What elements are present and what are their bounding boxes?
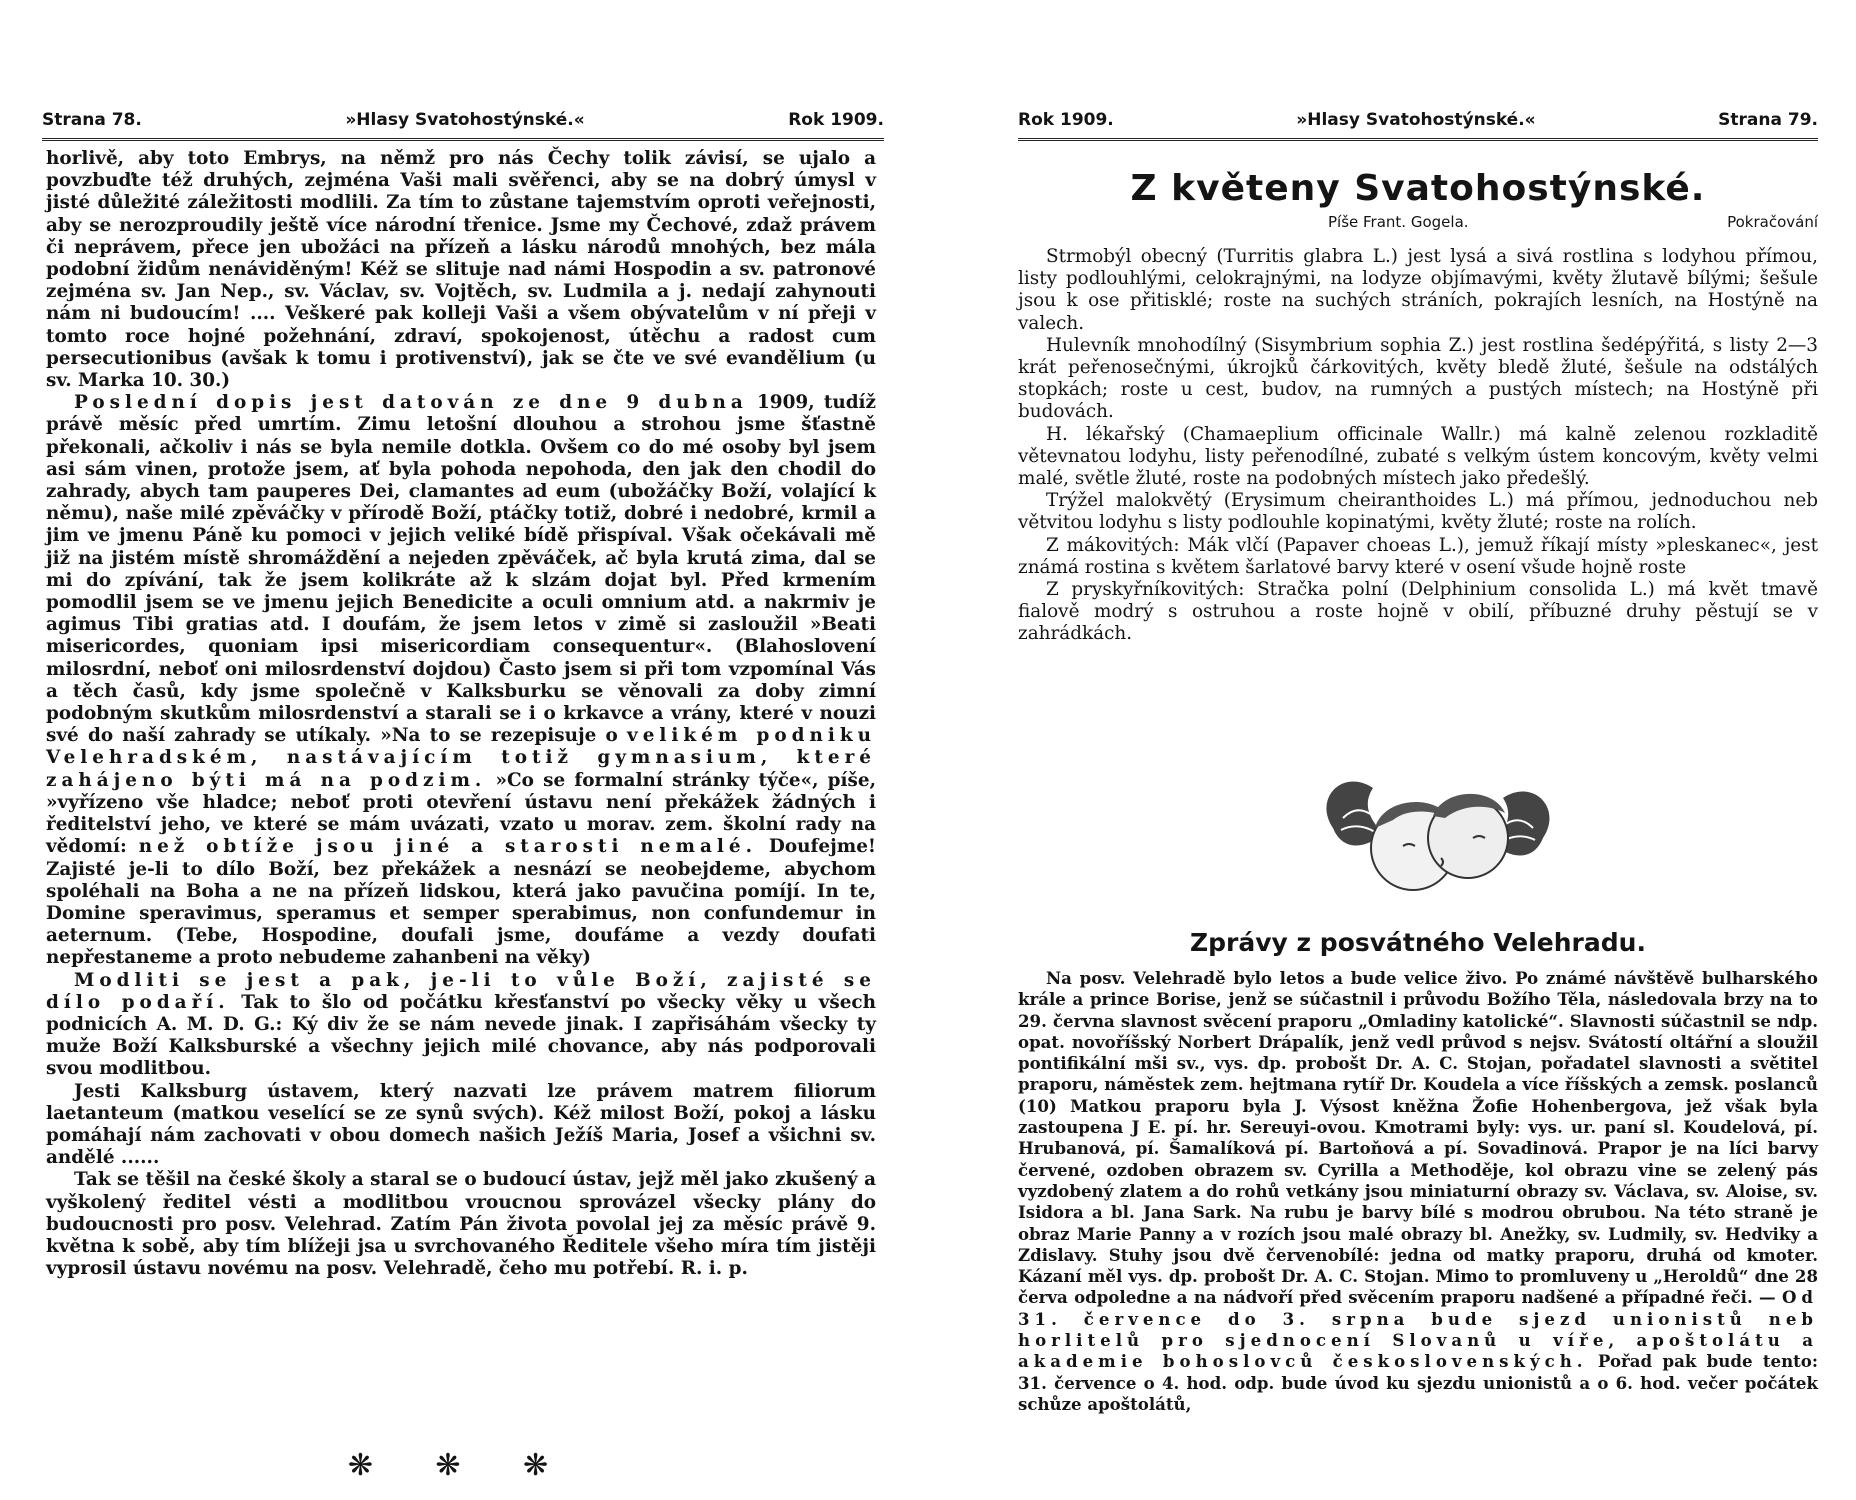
text-run: bylo letos a bude velice živo. Po známé návštěvě bulharského krále a prince Borise, jenž se súčastnil i průvodu Božího Těla, následovala brzy na to 29. června slavnost svěcení praporu „Omladiny katolické“. Slavnosti súčastnil se ndp. opat. novoříšský Norbert Drápalík, jenž vedl průvod s nejsv. Svátostí oltářní a sloužil pontifikální mši sv., vys. dp. probošt Dr. A. C. Stojan, pořadatel slavnosti a světitel praporu, náměstek zem. hejtmana rytíř Dr. Koudela a více říšských a zemsk. poslanců (10) Matkou praporu byla J. Výsost kněžna Žofie Hohenbergova, jež však byla zastoupena J E. pí. hr. Sereuyi-ovou. Kmotrami byly: vys. ur. paní sl. Koudelová, pí. Hrubanová, pí. Šamalíková pí. Bartoňová a pí. Sovadinová. Prapor je na líci barvy červené, ozdoben obrazem sv. Cyrilla a Methoděje, kol obrazu vine se zelený pás vyzdobený zlatem a do rohů vetkány jsou miniaturní obrazy sv. Václava, sv. Aloise, sv. Isidora a bl. Jana Sark. Na rubu je barvy bílé s modrou obrubou. Na této straně je obraz Marie Panny a v rozích jsou malé obrazy bl. Anežky, sv. Ludmily, sv. Hedviky a Zdislavy. Stuhy jsou dvě červenobílé: jedna od matky praporu, druhá od kmoter. Kázaní měl vys. dp. probošt Dr. A. C. Stojan. Mimo to promluveny u „Heroldů“ dne 28 červa odpoledne a na nádvoří před svěcením praporu nadšené a případné řeči. —: [1018, 968, 1818, 1308]
right-journal-title: »Hlasy Svatohostýnské.«: [1296, 110, 1536, 130]
spaced-text: než obtíže jsou jiné a starosti nemalé.: [138, 836, 757, 858]
left-page-header: [42, 110, 884, 141]
news-article-column: [1018, 968, 1818, 1415]
paragraph: horlivě, aby toto Embrys, na němž pro nás Čechy tolik závisí, se ujalo a povzbuďte též druhých, zejména Vaši mali svěřenci, aby se na dobrý úmysl v jisté důležité záležitosti modlili. Za tím to zůstane tajemstvím oproti veřejnosti, aby se nerozproudily ještě více národní třenice. Jsme my Čechové, zdaž právem či neprávem, přece jen ubožáci na přízeň a lásku národů mnohých, bez mála podobní židům nenáviděným! Kéž se slituje nad námi Hospodin a sv. patronové zejména sv. Jan Nep., sv. Václav, sv. Vojtěch, sv. Ludmila a j. nedají zahynouti nám ni budoucím! .... Veškeré pak kolleji Vaši a všem obývatelům v ní přeji v tomto roce hojné požehnání, zdraví, spokojenost, útěchu a radost cum persecutionibus (avšak k tomu i protivenství), jak se čte ve své evandělium (u sv. Marka 10. 30.): [46, 148, 876, 392]
flora-paragraph: H. lékařský (Chamaeplium officinale Wallr.) má kalně zelenou rozkladitě větevnatou lodyhu, listy peřenodílné, zubaté s velkým ústem koncovým, květy velmi malé, světle žluté, roste na podobných místech jako předešlý.: [1018, 423, 1818, 490]
paragraph: Jesti Kalksburg ústavem, který nazvati lze právem matrem filiorum laetanteum (matkou veselící se ze synů svých). Kéž milost Boží, pokoj a lásku pomáhají nám zachovati v obou domech našich Ježíš Maria, Josef a všichni sv. andělé ......: [46, 1080, 876, 1169]
left-article-column: [46, 148, 876, 1280]
spaced-text: Od 31. července do 3. srpna bude sjezd unionistů neb horlitelů pro sjednocení Slovanů u víře, apoštolátu a akademie bohoslovců československých.: [1018, 1287, 1818, 1372]
flora-article-column: [1018, 246, 1818, 646]
flora-paragraph: Trýžel malokvětý (Erysimum cheiranthoides L.) má přímou, jednoduchou neb větvitou lodyhu s listy podlouhle kopinatými, květy žluté; roste na rolích.: [1018, 490, 1818, 534]
spaced-text: velikém podniku Velehradském, nastávajícím totiž gymnasium, které zahájeno býti má na podzim.: [46, 725, 876, 791]
paragraph: [46, 970, 876, 1081]
ornament-asterisks: ❋ ❋ ❋: [347, 1448, 575, 1483]
news-lead: Na posv. Velehradě: [1046, 968, 1226, 988]
text-run: »Co se formalní stránky týče«, píše, »vyřízeno vše hladce; neboť proti otevření ústavu není překážek žádných i ředitelství jeho, ve které se mám uvázati, vzato u morav. zem. školní rady na vědomí:: [46, 769, 876, 858]
text-run: Pořad pak bude tento: 31. července o 4. hod. odp. bude úvod ku sjezdu unionistů a o 6. hod. večer počátek schůze apoštolátů,: [1018, 1351, 1818, 1414]
text-run: Tak to šlo od počátku křesťanství po všecky věky u všech podnicích A. M. D. G.: Ký div že se nám nevede jinak. I zapřisáhám všecky ty muže Boží Kalksburské a všechny jejich milé chovance, aby nás podporovali svou modlitbou.: [46, 991, 876, 1080]
cherubs-vignette-image: [1313, 758, 1563, 918]
news-paragraph: [1018, 968, 1818, 1415]
spaced-text: Modliti se jest a pak, je-li to vůle Boží, zajisté se dílo podaří.: [46, 969, 876, 1013]
left-year: Rok 1909.: [788, 110, 884, 130]
continuation-note: Pokračování: [1727, 213, 1818, 231]
paragraph: Tak se těšil na české školy a staral se o budoucí ústav, jejž měl jako zkušený a vyškolený ředitel vésti a modlitbou vroucnou sprovázel všecky plány do budoucnosti pro posv. Velehrad. Zatím Pán života povolal jej za měsíc právě 9. května k sobě, aby tím blížeji jsa u svrchovaného Ředitele všeho míra tím jistěji vyprosil ústavu novému na posv. Velehradě, čeho mu potřebí. R. i. p.: [46, 1169, 876, 1280]
right-page-header: [1018, 110, 1818, 141]
left-journal-title: »Hlasy Svatohostýnské.«: [345, 110, 585, 130]
flora-paragraph: Z mákovitých: Mák vlčí (Papaver choeas L.), jemuž říkají místy »pleskanec«, jest známá rostina s květem šarlatové barvy které v osení všude hojně roste: [1018, 534, 1818, 578]
flora-paragraph: Hulevník mnohodílný (Sisymbrium sophia Z.) jest rostlina šedépýřitá, s listy 2—3 krát peřenosečnými, úkrojků čárkovitých, květy bledě žluté, šešule na odstálých stopkách; roste u cest, budov, na rumných a pustých místech; na Hostýně při budovách.: [1018, 334, 1818, 423]
author: Píše Frant. Gogela.: [1328, 213, 1469, 231]
right-year: Rok 1909.: [1018, 110, 1114, 130]
spaced-text: Poslední dopis jest datován ze dne 9 dubna: [74, 392, 748, 414]
right-page: [928, 0, 1856, 1500]
article-title: Z květeny Svatohostýnské.: [1130, 168, 1706, 209]
text-run: 1909, tudíž právě měsíc před umrtím. Zimu letošní dlouhou a strohou jsme šťastně překonali, ačkoliv i nás se byla nemile dotkla. Ovšem co do mé osoby byl jsem asi sám vinen, protože jsem, ať byla pohoda nepohoda, den jak den chodil do zahrady, abych tam pauperes Dei, clamantes ad eum (ubožáčky Boží, volající k němu), naše milé zpěváčky v přírodě Boží, ptáčky totiž, dobré i nedobré, krmil a jim ve jmenu Páně ku pomoci v jejich veliké bídě přispíval. Však očekávali mě již na jistém místě shromáždění a nejeden zpěváček, ač byla krutá zima, dal se mi do zpívání, tak že jsem kolikráte až k slzám dojat byl. Před krmením pomodlil jsem se ve jmenu jejich Benedicite a oculi omnium atd. a nakrmiv je agimus Tibi gratias atd. I doufám, že jsem letos v zimě si zasloužil »Beati misericordes, quoniam ipsi misericordiam consequentur«. (Blahoslovení milosrdní, neboť oni milosrdenství dojdou) Často jsem si při tom vzpomínal Vás a těch časů, kdy jsme společně v Kalksburku se věnovali za doby zimní podobným skutkům milosrdenství a starali se i o krkavce a vrány, které v nouzi své do naší zahrady se utíkaly. »Na to se rezepisuje o: [46, 392, 876, 747]
paragraph: [46, 392, 876, 969]
news-title: Zprávy z posvátného Velehradu.: [1190, 928, 1646, 957]
flora-paragraph: Strmobýl obecný (Turritis glabra L.) jest lysá a sivá rostlina s lodyhou přímou, listy podlouhlými, celokrajnými, na lodyze objímavými, květy žlutavě bílými; šešule jsou k ose přitisklé; roste na suchých stráních, pokrajích lesních, na Hostýně na valech.: [1018, 246, 1818, 334]
text-run: Doufejme! Zajisté je-li to dílo Boží, bez překážek a nesnází se neobejdeme, abychom spoléhali na Boha a ne na přízeň lidskou, která jako pavučina pomíjí. In te, Domine speravimus, speramus et semper sperabimus, non confundemur in aeternum. (Tebe, Hospodine, doufali jsme, doufáme a vezdy doufati nepřestaneme a proto nebudeme zahanbeni na věky): [46, 836, 877, 969]
right-page-number: Strana 79.: [1718, 110, 1818, 130]
left-page-number: Strana 78.: [42, 110, 142, 130]
flora-paragraph: Z pryskyřníkovitých: Stračka polní (Delphinium consolida L.) má květ tmavě fialově modrý s ostruhou a roste hojně v obilí, příbuzné druhy pěstují se v zahrádkách.: [1018, 579, 1818, 645]
